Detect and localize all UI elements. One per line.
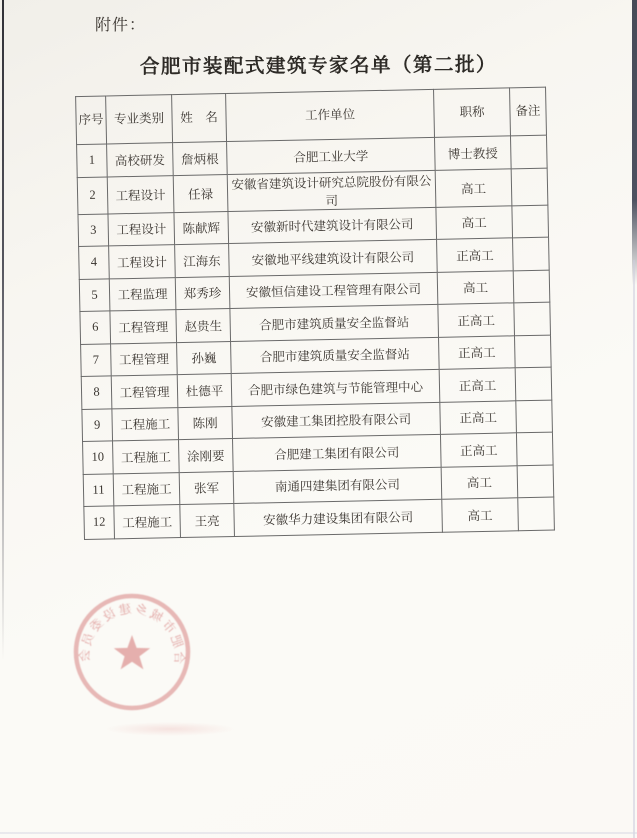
cell-organization: 安徽恒信建设工程管理有限公司: [229, 272, 438, 309]
cell-title: 高工: [435, 168, 512, 207]
cell-note: [513, 237, 550, 270]
cell-category: 工程设计: [109, 245, 176, 279]
star-icon: [114, 635, 150, 669]
cell-category: 工程施工: [112, 407, 179, 441]
scan-edge-bottom: [0, 832, 637, 834]
cell-note: [515, 367, 552, 400]
cell-no: 12: [84, 506, 115, 539]
cell-organization: 合肥工业大学: [227, 137, 436, 174]
cell-name: 任禄: [173, 174, 228, 212]
column-header-org: 工作单位: [226, 89, 435, 141]
cell-name: 孙巍: [177, 341, 232, 375]
cell-name: 郑秀珍: [175, 276, 230, 310]
stamp-arc-text: 合肥市城乡建设委员会: [77, 601, 187, 665]
cell-name: 杜德平: [177, 374, 232, 408]
cell-title: 博士教授: [435, 136, 512, 170]
cell-organization: 安徽地平线建筑设计有限公司: [229, 239, 438, 276]
scan-edge-right-faint: [633, 260, 635, 838]
cell-note: [513, 270, 550, 303]
cell-category: 工程监理: [109, 277, 176, 311]
cell-organization: 安徽华力建设集团有限公司: [234, 499, 443, 536]
scan-edge-right: [632, 0, 637, 285]
cell-note: [510, 135, 547, 168]
cell-no: 4: [79, 246, 110, 279]
column-header-cat: 专业类别: [106, 95, 173, 144]
cell-category: 工程施工: [114, 505, 181, 539]
cell-category: 工程施工: [113, 472, 180, 506]
cell-note: [514, 335, 551, 368]
cell-note: [511, 168, 548, 206]
cell-name: 江海东: [175, 244, 230, 278]
cell-name: 陈献辉: [174, 211, 229, 245]
cell-no: 11: [83, 473, 114, 506]
cell-no: 7: [81, 343, 112, 376]
attachment-label: 附件：: [95, 17, 147, 34]
cell-note: [517, 465, 554, 498]
cell-organization: 合肥市建筑质量安全监督站: [231, 337, 440, 374]
cell-category: 工程管理: [110, 310, 177, 344]
page-title: 合肥市装配式建筑专家名单（第二批）: [139, 54, 498, 79]
cell-organization: 安徽省建筑设计研究总院股份有限公司: [227, 170, 436, 211]
stamp-ink-smudge: [105, 722, 235, 736]
column-header-note: 备注: [510, 87, 547, 136]
cell-title: 正高工: [440, 433, 517, 467]
cell-organization: 合肥建工集团有限公司: [233, 434, 442, 471]
column-header-title: 职称: [434, 88, 511, 138]
cell-note: [518, 497, 555, 530]
cell-no: 5: [79, 278, 110, 311]
cell-no: 3: [78, 213, 109, 246]
stamp-mirror-group: [76, 596, 188, 708]
column-header-no: 序号: [76, 96, 107, 145]
cell-no: 1: [77, 144, 108, 177]
cell-title: 高工: [436, 205, 513, 239]
cell-no: 6: [80, 311, 111, 344]
cell-title: 正高工: [439, 368, 516, 402]
cell-category: 工程设计: [108, 212, 175, 246]
cell-title: 正高工: [440, 400, 517, 434]
scan-edge-left: [2, 0, 4, 660]
official-seal-stamp: [62, 586, 202, 726]
cell-name: 陈刚: [178, 406, 233, 440]
cell-title: 正高工: [437, 238, 514, 272]
cell-title: 正高工: [439, 335, 516, 369]
cell-category: 工程施工: [113, 440, 180, 474]
cell-note: [516, 432, 553, 465]
cell-organization: 安徽新时代建筑设计有限公司: [228, 207, 437, 244]
expert-table: [75, 87, 555, 540]
cell-no: 9: [82, 408, 113, 441]
cell-title: 正高工: [438, 303, 515, 337]
cell-note: [514, 302, 551, 335]
cell-note: [516, 400, 553, 433]
table-body: [77, 135, 555, 539]
cell-name: 王亮: [180, 503, 235, 537]
cell-no: 2: [77, 176, 108, 214]
cell-title: 高工: [442, 498, 519, 532]
cell-title: 高工: [437, 270, 514, 304]
cell-no: 10: [83, 441, 114, 474]
cell-organization: 南通四建集团有限公司: [233, 467, 442, 504]
cell-category: 工程管理: [111, 342, 178, 376]
cell-category: 高校研发: [107, 143, 174, 177]
cell-organization: 合肥市绿色建筑与节能管理中心: [231, 369, 440, 406]
cell-note: [512, 205, 549, 238]
cell-name: 詹炳根: [173, 142, 228, 176]
cell-title: 高工: [441, 465, 518, 499]
cell-organization: 安徽建工集团控股有限公司: [232, 402, 441, 439]
cell-category: 工程设计: [107, 175, 174, 213]
cell-organization: 合肥市建筑质量安全监督站: [230, 304, 439, 341]
cell-name: 赵贵生: [176, 309, 231, 343]
cell-name: 涂刚要: [179, 438, 234, 472]
cell-category: 工程管理: [111, 375, 178, 409]
cell-name: 张军: [179, 471, 234, 505]
cell-no: 8: [81, 376, 112, 409]
column-header-name: 姓 名: [172, 94, 227, 143]
